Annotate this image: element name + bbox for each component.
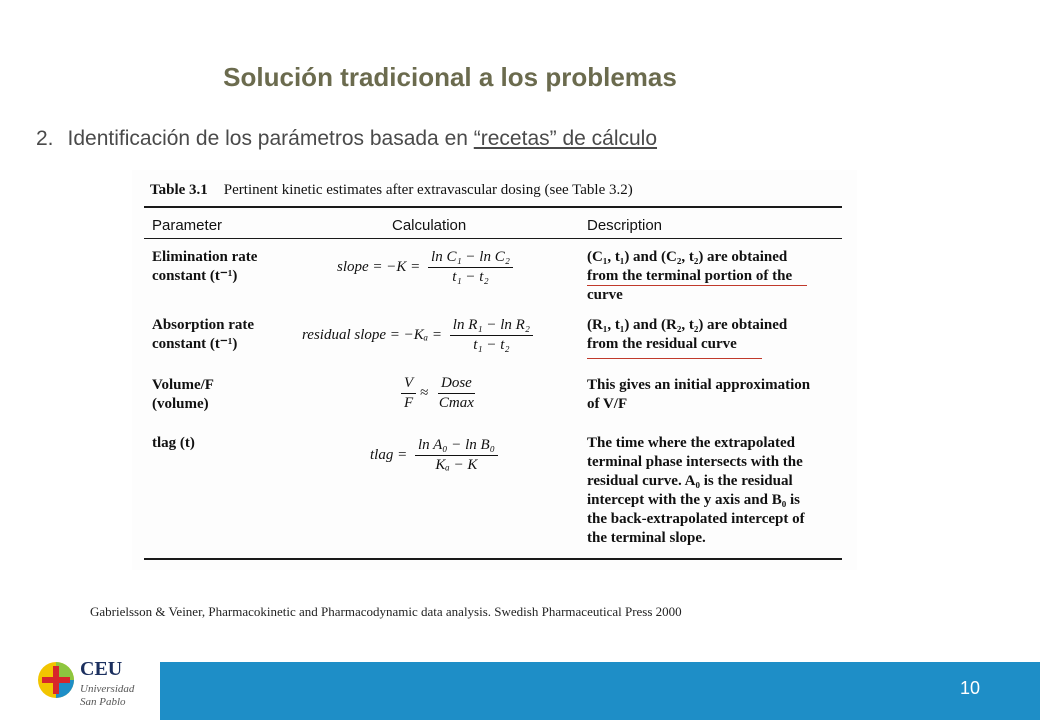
footer-bar xyxy=(160,662,1040,720)
list-item xyxy=(36,127,657,151)
red-underline-2 xyxy=(587,358,762,359)
table-row-param: Elimination rate constant (t⁻¹) xyxy=(152,249,258,284)
table-rule-bottom xyxy=(144,558,842,560)
table-row-param: tlag (t) xyxy=(152,435,195,451)
table-row-param: Volume/F (volume) xyxy=(152,377,214,412)
table-label: Table 3.1 xyxy=(150,182,208,198)
table-row-desc: This gives an initial approximation of V/F xyxy=(587,377,811,412)
logo-brand: CEU xyxy=(80,658,123,680)
table-row-formula: residual slope = −Kₐ = $\frac{\text{ln R₁ − ln R₂}}{\text{t₁ − t₂}}$ xyxy=(302,316,533,355)
logo-university: Universidad San Pablo xyxy=(80,683,135,708)
ceu-logo xyxy=(36,658,156,718)
red-underline-1 xyxy=(587,285,807,286)
header-calculation: Calculation xyxy=(392,217,467,234)
table-caption xyxy=(150,182,633,199)
table-row-desc: (R₁, t₁) and (R₂, t₂) are obtained from the residual curve xyxy=(587,317,788,352)
list-item-underlined: “recetas” de cálculo xyxy=(473,127,658,150)
kinetic-table-image xyxy=(132,170,857,570)
ceu-emblem-icon xyxy=(36,660,76,700)
table-row-formula: $\frac{V}{F}$ ≈ $\frac{\text{Dose}}{Cmax}$ xyxy=(397,374,477,413)
table-row-formula: slope = −K = $\frac{\text{ln C₁ − ln C₂}}{\text{t₁ − t₂}}$ xyxy=(337,248,513,287)
list-item-number: 2. xyxy=(36,127,54,150)
table-rule-top xyxy=(144,206,842,208)
page-number: 10 xyxy=(959,678,980,698)
list-item-text: Identificación de los parámetros basada en xyxy=(67,127,474,150)
slide-title: Solución tradicional a los problemas xyxy=(223,62,677,92)
citation: Gabrielsson & Veiner, Pharmacokinetic and Pharmacodynamic data analysis. Swedish Pharmaceutical Press 2000 xyxy=(90,604,682,619)
table-row-formula: tlag = $\frac{\text{ln A₀ − ln B₀}}{\text{Kₐ − K}}$ xyxy=(370,436,498,475)
header-description: Description xyxy=(587,217,663,234)
table-row-desc: The time where the extrapolated terminal phase intersects with the residual curve. A₀ is the residual intercept with the y axis and B₀ is the back-extrapolated intercept of the terminal slope. xyxy=(587,435,805,546)
table-row-param: Absorption rate constant (t⁻¹) xyxy=(152,317,255,352)
table-caption-text: Pertinent kinetic estimates after extravascular dosing (see Table 3.2) xyxy=(223,182,633,198)
table-rule-header xyxy=(144,238,842,239)
header-parameter: Parameter xyxy=(152,217,223,234)
table-row-desc: (C₁, t₁) and (C₂, t₂) are obtained from the terminal portion of the curve xyxy=(587,249,793,303)
